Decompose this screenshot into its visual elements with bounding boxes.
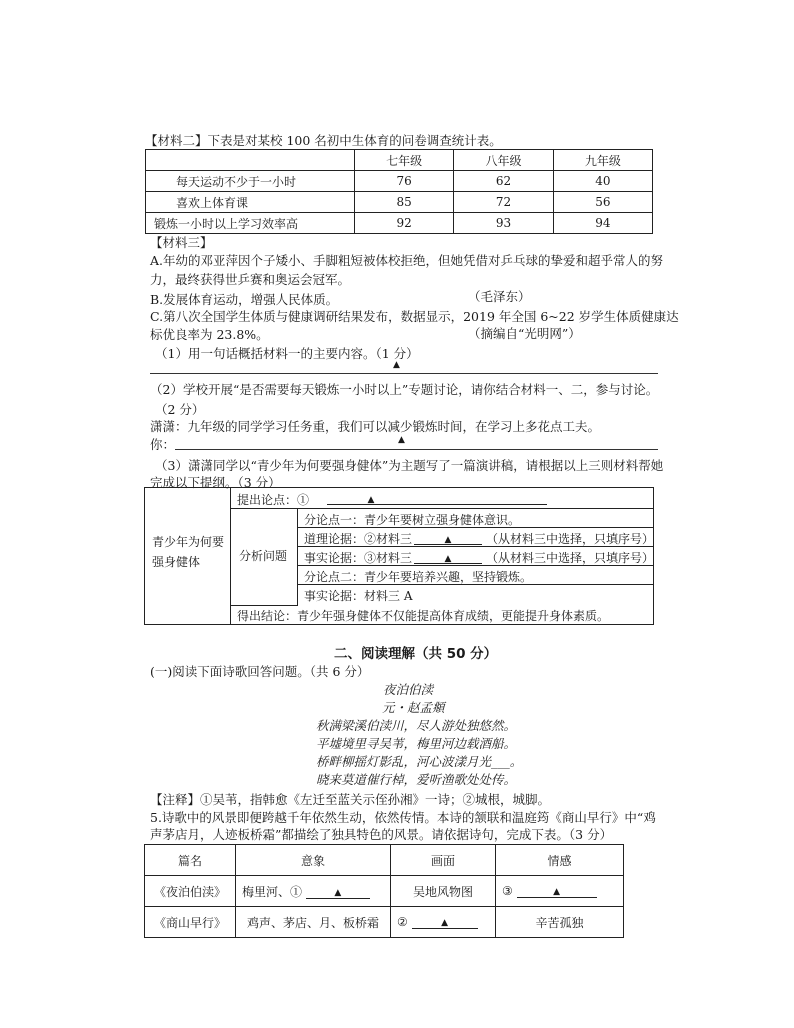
argument-label: 提出论点：① xyxy=(237,493,310,507)
answer-line-q2[interactable] xyxy=(175,449,658,450)
emotion-marker: ③ xyxy=(502,884,513,898)
imagery-text: 梅里河、① xyxy=(242,884,303,899)
section-heading: 二、阅读理解（共 50 分） xyxy=(334,646,498,662)
header-cell: 九年级 xyxy=(553,150,652,171)
header-cell: 情感 xyxy=(496,845,624,876)
outline-table xyxy=(144,487,654,625)
table-header-row xyxy=(145,845,624,876)
blank-marker: ▲ xyxy=(441,918,449,928)
table-cell: 鸡声、茅店、月、板桥霜 xyxy=(236,907,391,938)
conclusion-row xyxy=(231,604,653,624)
question-2-you: 你： xyxy=(150,437,176,452)
table-row xyxy=(146,213,653,234)
table-cell: 吴地风物图 xyxy=(391,876,496,907)
reason-label: 道理论据：②材料三 xyxy=(304,532,413,546)
table-cell: 85 xyxy=(355,192,454,213)
poem-line: 晓来莫道催行棹，爱听渔歌处处传。 xyxy=(316,772,517,787)
section-part1: (一)阅读下面诗歌回答问题。（共 6 分） xyxy=(150,664,370,679)
question-1: （1）用一句话概括材料一的主要内容。（1 分） xyxy=(155,346,419,361)
point2-text: 分论点二：青少年要培养兴趣，坚持锻炼。 xyxy=(304,570,533,584)
table-cell xyxy=(496,876,624,907)
point2-row xyxy=(298,565,653,585)
question-5-line2: 声茅店月，人迹板桥霜”都描绘了独具特色的风景。请依据诗句，完成下表。（3 分） xyxy=(150,827,613,842)
scene-blank[interactable] xyxy=(412,915,478,929)
table-cell: 《商山早行》 xyxy=(145,907,236,938)
table-cell: 72 xyxy=(454,192,553,213)
fact-row xyxy=(298,546,653,566)
poem-compare-table xyxy=(144,844,624,938)
fact-label: 事实论据：③材料三 xyxy=(304,551,413,565)
blank-marker: ▲ xyxy=(367,495,375,505)
question-3-line1: （3）潇潇同学以“青少年为何要强身健体”为主题写了一篇演讲稿，请根据以上三则材料帮她 xyxy=(155,458,664,473)
fact2-text: 事实论据：材料三 A xyxy=(304,589,413,603)
table-cell: 93 xyxy=(454,213,553,234)
table-cell xyxy=(236,876,391,907)
material3-a-line1: A.年幼的邓亚萍因个子矮小、手脚粗短被体校拒绝，但她凭借对乒乓球的挚爱和超乎常人的努 xyxy=(150,253,664,268)
material3-a-line2: 力，最终获得世乒赛和奥运会冠军。 xyxy=(150,272,351,287)
poem-line: 平墟境里寻吴苇，梅里河边载酒船。 xyxy=(316,736,517,751)
table-cell: 56 xyxy=(553,192,652,213)
material3-title: 【材料三】 xyxy=(150,235,213,250)
blank-marker: ▲ xyxy=(398,435,405,445)
table-row xyxy=(146,192,653,213)
fact-hint: （从材料三中选择，只填序号） xyxy=(486,551,655,565)
table-cell xyxy=(391,907,496,938)
emotion-blank[interactable] xyxy=(517,884,597,898)
imagery-blank[interactable] xyxy=(306,885,370,899)
blank-marker: ▲ xyxy=(444,535,452,545)
blank-marker: ▲ xyxy=(444,554,452,564)
table-cell: 94 xyxy=(553,213,652,234)
analysis-label: 分析问题 xyxy=(239,549,288,563)
survey-table xyxy=(145,149,653,234)
table-row xyxy=(145,907,624,938)
question-2-line2: （2 分） xyxy=(155,402,205,417)
point1-text: 分论点一：青少年要树立强身健体意识。 xyxy=(304,513,521,527)
outline-topic: 青少年为何要强身健体 xyxy=(152,535,225,569)
material3-b: B.发展体育运动，增强人民体质。 xyxy=(150,292,339,307)
material3-c-line2: 标优良率为 23.8%。 xyxy=(150,327,269,342)
header-cell: 七年级 xyxy=(355,150,454,171)
poem-author: 元・赵孟頫 xyxy=(382,700,445,715)
material3-c-source: （摘编自“光明网”） xyxy=(468,326,581,341)
table-header-row xyxy=(146,150,653,171)
header-cell: 篇名 xyxy=(145,845,236,876)
poem-note: 【注释】①吴苇，指韩愈《左迁至蓝关示侄孙湘》一诗；②城根，城脚。 xyxy=(150,792,551,807)
header-cell: 八年级 xyxy=(454,150,553,171)
header-cell xyxy=(146,150,355,171)
question-5-line1: 5.诗歌中的风景即便跨越千年依然生动，依然传情。本诗的颔联和温庭筠《商山早行》中“鸡 xyxy=(150,810,656,825)
blank-marker: ▲ xyxy=(553,887,561,897)
outline-topic-cell xyxy=(145,488,231,624)
table-row xyxy=(145,876,624,907)
header-cell: 画面 xyxy=(391,845,496,876)
blank-marker: ▲ xyxy=(334,887,342,898)
material3-c-line1: C.第八次全国学生体质与健康调研结果发布，数据显示，2019 年全国 6~22 岁学生体质健康达 xyxy=(150,309,679,324)
conclusion-text: 得出结论：青少年强身健体不仅能提高体育成绩，更能提升身体素质。 xyxy=(237,609,610,623)
table-cell: 《夜泊伯渎》 xyxy=(145,876,236,907)
table-cell: 40 xyxy=(553,171,652,192)
question-3-line2: 完成以下提纲。（3 分） xyxy=(150,475,281,490)
row-label: 每天运动不少于一小时 xyxy=(146,171,355,192)
fact-blank[interactable] xyxy=(414,550,482,564)
answer-line-q1[interactable] xyxy=(150,373,658,374)
table-cell: 62 xyxy=(454,171,553,192)
outline-argument-row xyxy=(231,488,653,508)
scene-marker: ② xyxy=(397,915,408,929)
reason-hint: （从材料三中选择，只填序号） xyxy=(486,532,655,546)
material3-b-source: （毛泽东） xyxy=(468,289,531,304)
header-cell: 意象 xyxy=(236,845,391,876)
poem-line: 桥畔柳摇灯影乱，河心波漾月光___。 xyxy=(316,754,523,769)
table-cell: 辛苦孤独 xyxy=(496,907,624,938)
table-cell: 76 xyxy=(355,171,454,192)
blank-marker: ▲ xyxy=(393,360,400,370)
table-cell: 92 xyxy=(355,213,454,234)
analysis-label-cell xyxy=(231,508,298,606)
fact2-row xyxy=(298,584,653,604)
poem-title: 夜泊伯渎 xyxy=(383,682,434,697)
point1-row xyxy=(298,508,653,528)
table-row xyxy=(146,171,653,192)
row-label: 喜欢上体育课 xyxy=(146,192,355,213)
material2-intro: 【材料二】下表是对某校 100 名初中生体育的问卷调查统计表。 xyxy=(145,133,502,148)
argument-blank[interactable] xyxy=(327,491,547,505)
question-2-line1: （2）学校开展“是否需要每天锻炼一小时以上”专题讨论，请你结合材料一、二，参与讨论。 xyxy=(150,382,659,397)
reason-blank[interactable] xyxy=(414,531,482,545)
row-label: 锻炼一小时以上学习效率高 xyxy=(146,213,355,234)
question-2-student: 潇潇：九年级的同学学习任务重，我们可以减少锻炼时间，在学习上多花点工夫。 xyxy=(150,419,601,434)
reason-row xyxy=(298,527,653,547)
poem-line: 秋满梁溪伯渎川，尽人游处独悠然。 xyxy=(316,718,517,733)
